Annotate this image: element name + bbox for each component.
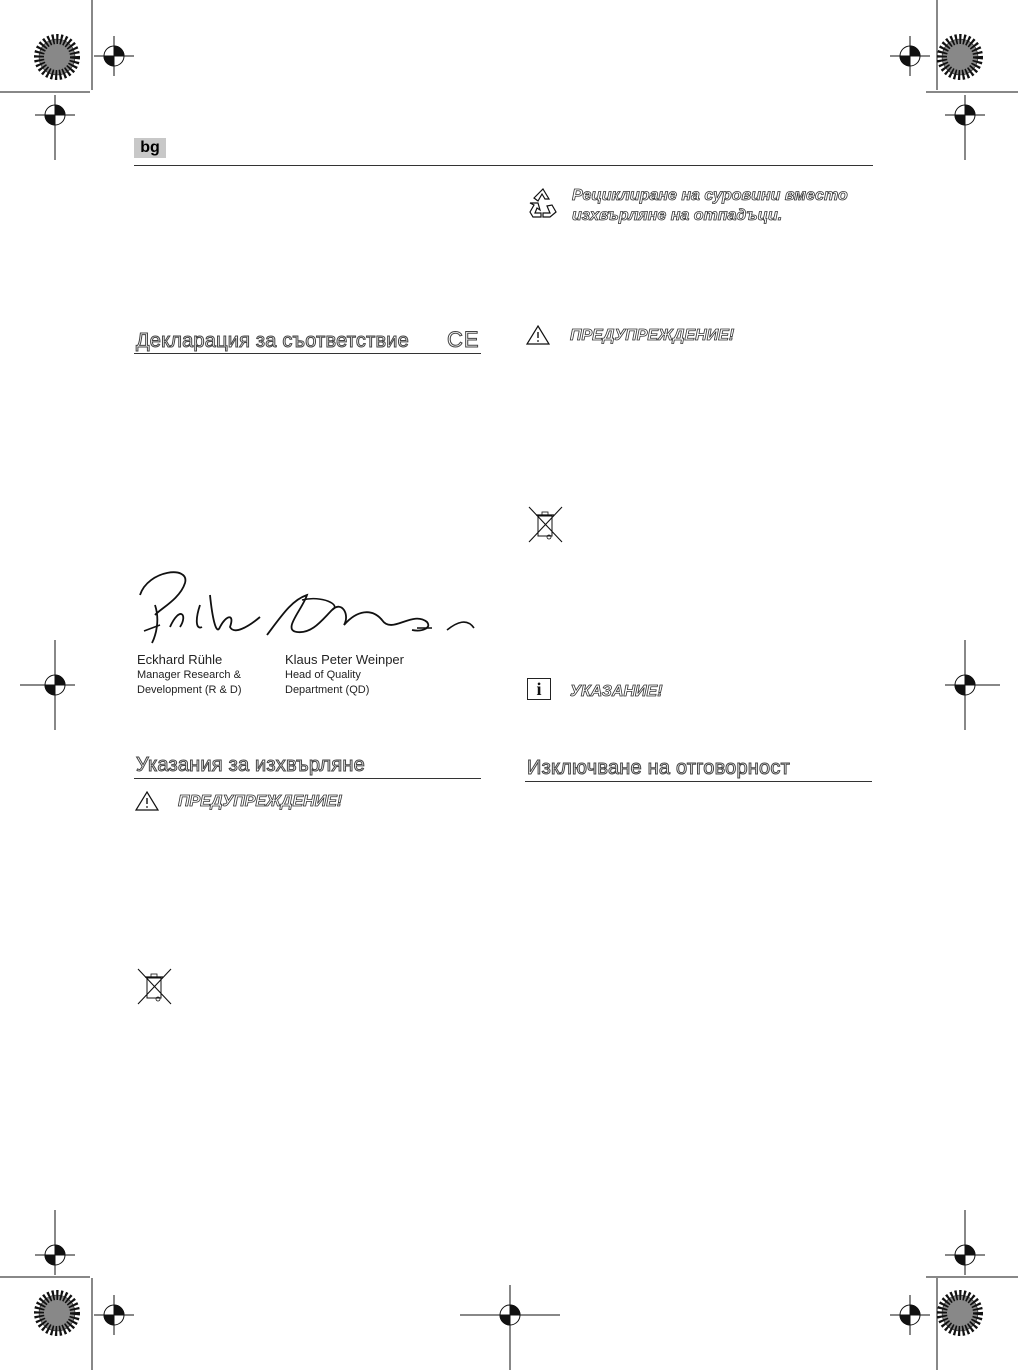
- registration-mark-icon: [94, 36, 134, 76]
- crossed-bin-icon: [135, 966, 175, 1006]
- warning-label: ПРЕДУПРЕЖДЕНИЕ!: [570, 327, 735, 344]
- declaration-heading-rule: [134, 353, 481, 354]
- signatory-role: Head of Quality: [285, 669, 361, 681]
- color-target-icon: [39, 39, 75, 75]
- recycle-icon: [525, 186, 561, 220]
- signatory-role: Manager Research &: [137, 669, 241, 681]
- signatory-role: Department (QD): [285, 684, 370, 696]
- signatory-name: Eckhard Rühle: [137, 652, 223, 667]
- registration-mark-icon: [20, 640, 75, 730]
- signature-ruehle: [130, 565, 270, 645]
- registration-mark-icon: [460, 1285, 560, 1370]
- liability-heading-rule: [525, 781, 872, 782]
- signatory-role: Development (R & D): [137, 684, 242, 696]
- registration-mark-icon: [890, 36, 930, 76]
- color-target-icon: [942, 39, 978, 75]
- registration-mark-icon: [945, 1210, 985, 1275]
- warning-triangle-icon: [525, 324, 551, 346]
- language-badge: bg: [134, 138, 166, 158]
- signatory-name: Klaus Peter Weinper: [285, 652, 404, 667]
- signature-weinper: [262, 580, 477, 640]
- disposal-heading-rule: [134, 778, 481, 779]
- registration-mark-icon: [945, 640, 1000, 730]
- color-target-icon: [39, 1295, 75, 1331]
- info-icon: i: [527, 678, 551, 700]
- header-rule: [134, 165, 873, 166]
- registration-mark-icon: [890, 1295, 930, 1335]
- ce-mark: CE: [447, 327, 480, 352]
- color-target-icon: [942, 1295, 978, 1331]
- liability-heading: Изключване на отговорност: [527, 757, 790, 779]
- registration-mark-icon: [35, 95, 75, 160]
- disposal-warning-label: ПРЕДУПРЕЖДЕНИЕ!: [178, 793, 343, 810]
- crossed-bin-icon: [526, 504, 566, 544]
- disposal-heading: Указания за изхвърляне: [136, 754, 365, 776]
- declaration-heading: Декларация за съответствие: [136, 330, 409, 352]
- recycle-title-line1: Рециклиране на суровини вместо: [572, 187, 848, 204]
- recycle-title-line2: изхвърляне на отпадъци.: [572, 207, 783, 224]
- registration-mark-icon: [94, 1295, 134, 1335]
- registration-mark-icon: [945, 95, 985, 160]
- note-label: УКАЗАНИЕ!: [570, 683, 663, 700]
- registration-mark-icon: [35, 1210, 75, 1275]
- warning-triangle-icon: [134, 790, 160, 812]
